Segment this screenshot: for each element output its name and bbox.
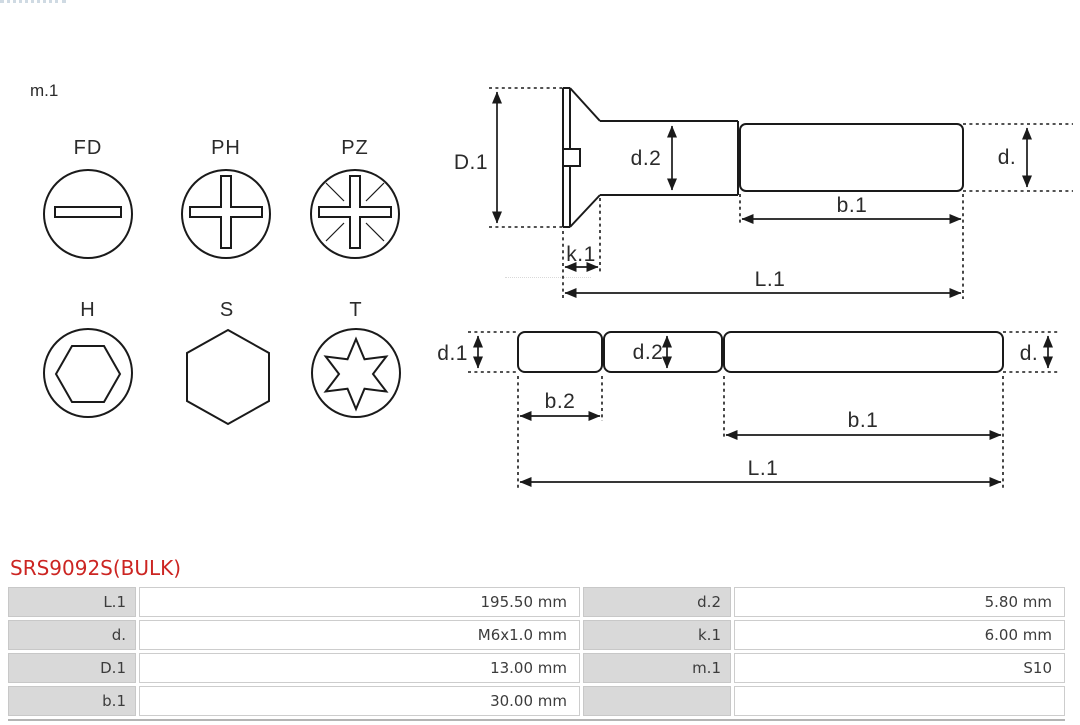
spec-label: D.1 [8, 653, 136, 683]
table-row [8, 620, 1065, 650]
pz-label: PZ [341, 137, 369, 159]
screw-slot-notch [563, 149, 580, 166]
drive-type-icons [44, 137, 400, 424]
dim-label-stud-d2: d.2 [632, 341, 664, 364]
stud-view [437, 332, 1058, 488]
dim-label-stud-d: d. [1019, 342, 1039, 365]
table-row [8, 686, 1065, 716]
spec-label: d.2 [583, 587, 731, 617]
phillips-drive-icon [182, 170, 270, 258]
stud-left-thread [518, 332, 602, 372]
table-row [8, 587, 1065, 617]
flat-drive-icon [44, 170, 132, 258]
part-number-title: SRS9092S(BULK) [10, 556, 182, 580]
dim-label-D1: D.1 [453, 151, 488, 174]
fd-label: FD [73, 137, 103, 159]
dim-label-stud-b1: b.1 [847, 409, 879, 432]
spec-value: 13.00 mm [139, 653, 580, 683]
s-label: S [219, 299, 235, 321]
dim-label-k1: k.1 [566, 243, 596, 266]
m1-label: m.1 [30, 81, 59, 100]
dim-label-stud-b2: b.2 [544, 390, 576, 413]
spec-value: 6.00 mm [734, 620, 1065, 650]
pozidriv-drive-icon [311, 170, 399, 258]
spec-value: M6x1.0 mm [139, 620, 580, 650]
spec-table [8, 587, 1065, 721]
torx-drive-icon [312, 329, 400, 417]
dim-label-stud-d1: d.1 [437, 342, 468, 365]
screw-thread [740, 124, 963, 191]
external-hex-icon [187, 330, 269, 424]
dim-label-d2: d.2 [630, 147, 662, 170]
spec-value: 5.80 mm [734, 587, 1065, 617]
spec-value: 195.50 mm [139, 587, 580, 617]
t-label: T [349, 299, 363, 321]
dim-label-stud-L1: L.1 [747, 457, 779, 480]
spec-label: L.1 [8, 587, 136, 617]
hex-socket-icon [44, 329, 132, 417]
spec-label: d. [8, 620, 136, 650]
spec-value: 30.00 mm [139, 686, 580, 716]
spec-value: S10 [734, 653, 1065, 683]
dim-label-L1: L.1 [754, 268, 786, 291]
spec-label: m.1 [583, 653, 731, 683]
spec-label [583, 686, 731, 716]
spec-value [734, 686, 1065, 716]
dim-label-d: d. [997, 146, 1017, 169]
spec-label: k.1 [583, 620, 731, 650]
table-bottom-border [8, 719, 1065, 721]
dim-label-b1: b.1 [836, 194, 868, 217]
table-row [8, 653, 1065, 683]
stud-right-thread [724, 332, 1003, 372]
h-label: H [80, 299, 96, 321]
spec-label: b.1 [8, 686, 136, 716]
screw-side-view [454, 88, 1073, 299]
ph-label: PH [211, 137, 241, 159]
